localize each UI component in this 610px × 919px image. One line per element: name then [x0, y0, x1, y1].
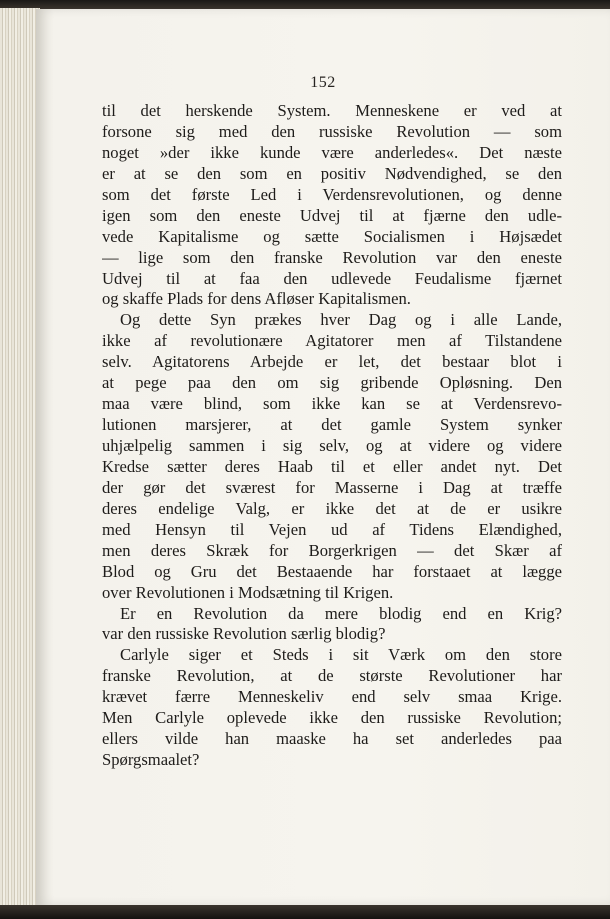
text-line: og skaffe Plads for dens Afløser Kapitalismen.	[102, 289, 411, 309]
text-line: Spørgsmaalet?	[102, 750, 200, 770]
text-line: Carlyle siger et Steds i sit Værk om den store	[120, 645, 562, 665]
page-stack-edge	[0, 8, 40, 906]
text-line: Blod og Gru det Bestaaende har forstaaet at lægge	[102, 561, 562, 581]
text-line: over Revolutionen i Modsætning til Krigen.	[102, 582, 394, 602]
text-line: selv. Agitatorens Arbejde er let, det bestaar blot i	[102, 352, 562, 372]
text-line: vede Kapitalisme og sætte Socialismen i Højsædet	[102, 226, 562, 246]
text-line: uhjælpelig sammen i sig selv, og at videre og videre	[102, 436, 562, 455]
text-line: Og dette Syn prækes hver Dag og i alle Lande,	[120, 310, 562, 330]
text-line: at pege paa den om sig gribende Opløsning. Den	[102, 373, 562, 393]
text-line: deres endelige Valg, er ikke det at de er usikre	[102, 498, 562, 518]
text-line: er at se den som en positiv Nødvendighed, se den	[102, 163, 562, 183]
page-number: 152	[310, 74, 336, 91]
text-line: noget »der ikke kunde være anderledes«. Det næste	[102, 142, 562, 162]
text-line: forsone sig med den russiske Revolution — som	[102, 121, 562, 141]
text-line: men deres Skræk for Borgerkrigen — det Skær af	[102, 540, 562, 560]
text-line: ikke af revolutionære Agitatorer men af Tilstandene	[102, 331, 562, 351]
text-line: var den russiske Revolution særlig blodig?	[102, 624, 386, 644]
text-line: Udvej til at faa den udlevede Feudalisme fjærnet	[102, 268, 562, 288]
text-line: franske Revolution, at de største Revolutioner har	[102, 666, 562, 686]
text-line: ellers vilde han maaske ha set anderledes paa	[102, 729, 562, 749]
text-line: — lige som den franske Revolution var den eneste	[102, 247, 562, 267]
text-line: Men Carlyle oplevede ikke den russiske Revolution;	[102, 708, 562, 728]
text-line: maa være blind, som ikke kan se at Verdensrevo-	[102, 394, 562, 414]
text-line: til det herskende System. Menneskene er ved at	[102, 101, 562, 120]
text-line: med Hensyn til Vejen ud af Tidens Elændighed,	[102, 519, 562, 539]
text-line: som det første Led i Verdensrevolutionen, og denne	[102, 184, 562, 204]
text-line: igen som den eneste Udvej til at fjærne den udle-	[102, 205, 562, 225]
body-text	[102, 101, 562, 771]
text-line: lutionen marsjerer, at det gamle System synker	[102, 415, 562, 435]
book-top-edge	[0, 0, 610, 9]
text-line: der gør det sværest for Masserne i Dag at træffe	[102, 477, 562, 497]
text-line: Kredse sætter deres Haab til et eller andet nyt. Det	[102, 456, 562, 476]
text-line: Er en Revolution da mere blodig end en Krig?	[120, 603, 562, 623]
book-bottom-edge	[0, 905, 610, 919]
text-line: krævet færre Menneskeliv end selv smaa Krige.	[102, 687, 562, 707]
